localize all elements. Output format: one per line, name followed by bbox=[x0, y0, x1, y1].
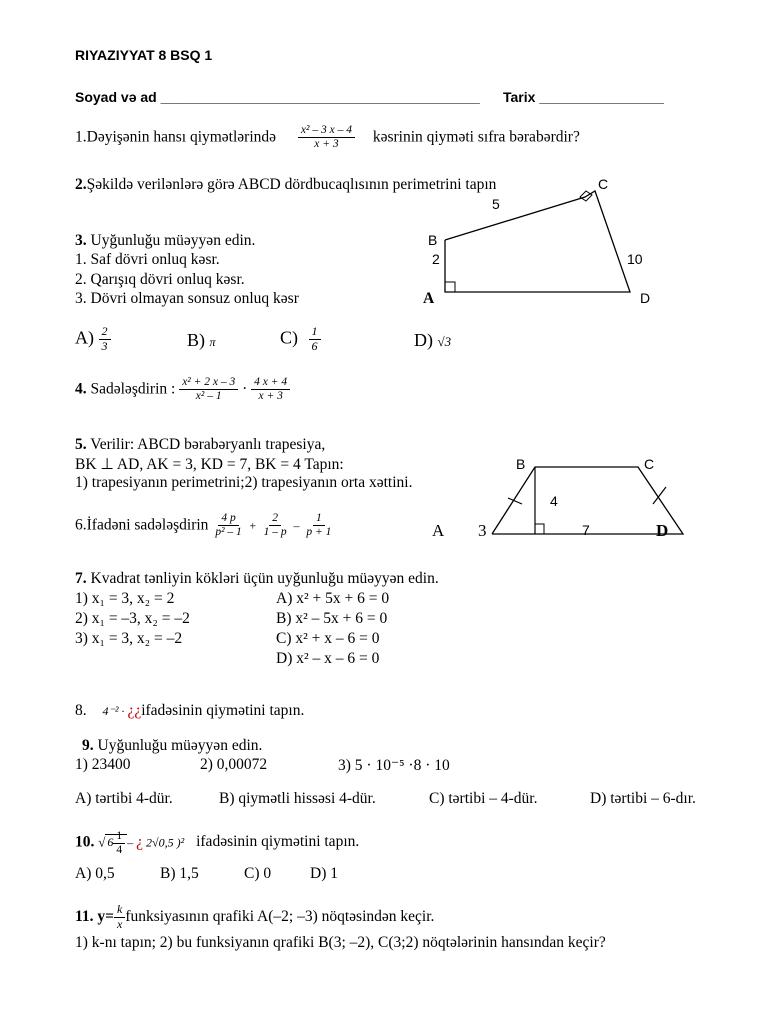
name-field[interactable] bbox=[75, 89, 480, 105]
q3-a-den: 3 bbox=[101, 338, 108, 353]
q5-line-1: Verilir: ABCD bərabəryanlı trapesiya, bbox=[90, 436, 326, 453]
q2-label-right: 10 bbox=[627, 251, 643, 267]
q3-a-num: 2 bbox=[99, 325, 111, 340]
q9-item-3: 3) 5 · 10⁻⁵ ·8 · 10 bbox=[338, 757, 450, 774]
q3-option-c[interactable] bbox=[280, 325, 321, 354]
q10-text: ifadəsinin qiymətini tapın. bbox=[196, 833, 360, 851]
q5-label-ak: 3 bbox=[478, 521, 487, 540]
question-9 bbox=[82, 737, 262, 755]
q10-sqrt-icon: √ bbox=[98, 834, 106, 850]
q4-f2-den: x + 3 bbox=[258, 390, 283, 403]
q3-item-2: 2. Qarışıq dövri onluq kəsr. bbox=[75, 271, 245, 288]
q9-text: Uyğunluğu müəyyən edin. bbox=[97, 737, 263, 754]
question-4 bbox=[75, 376, 290, 403]
q7-right-c: C) x² + x – 6 = 0 bbox=[276, 630, 380, 647]
q11-line-2: 1) k-nı tapın; 2) bu funksiyanın qrafiki B(3; –2), C(3;2) nöqtələrinin hansından keçir? bbox=[75, 934, 606, 951]
q7-left-3: 3) x₁ = 3, x₂ = –2 bbox=[75, 630, 183, 647]
q3-option-b-label: B) bbox=[187, 330, 205, 350]
q2-label-top: 5 bbox=[492, 196, 500, 212]
q4-number: 4. bbox=[75, 380, 87, 398]
q1-text: 1.Dəyişənin hansı qiymətlərində bbox=[75, 128, 277, 146]
q6-plus: + bbox=[248, 518, 257, 533]
q4-fraction-2 bbox=[251, 376, 290, 403]
q8-expression: 4⁻² · bbox=[102, 704, 128, 718]
q9-option-a[interactable]: A) tərtibi 4-dür. bbox=[75, 790, 173, 807]
q10-tail: 2√0,5 )² bbox=[143, 835, 185, 850]
question-6 bbox=[75, 512, 334, 539]
q4-fraction-1 bbox=[179, 376, 238, 403]
q5-label-c: C bbox=[644, 456, 655, 472]
q10-option-d[interactable]: D) 1 bbox=[310, 865, 338, 882]
q4-f1-num: x² + 2 x – 3 bbox=[179, 376, 238, 390]
q7-right-d: D) x² – x – 6 = 0 bbox=[276, 650, 380, 667]
q6-f2-num: 2 bbox=[269, 512, 281, 526]
q2-label-d: D bbox=[640, 290, 651, 306]
q10-option-b[interactable]: B) 1,5 bbox=[160, 865, 199, 882]
q4-text: Sadələşdirin : bbox=[90, 380, 176, 398]
q8-text: ifadəsinin qiymətini tapın. bbox=[141, 702, 305, 719]
q6-f1-den: p² – 1 bbox=[215, 526, 242, 539]
q6-f3-den: p + 1 bbox=[306, 526, 332, 539]
worksheet-title: RIYAZIYYAT 8 BSQ 1 bbox=[75, 47, 213, 63]
q1-fraction bbox=[298, 124, 355, 151]
question-3 bbox=[75, 232, 255, 250]
q3-item-1: 1. Saf dövri onluq kəsr. bbox=[75, 251, 220, 268]
q3-option-c-fraction bbox=[309, 325, 321, 354]
q3-c-den: 6 bbox=[311, 338, 318, 353]
q11-text: funksiyasının qrafiki A(–2; –3) nöqtəsindən keçir. bbox=[125, 907, 435, 925]
q3-option-a[interactable] bbox=[75, 325, 111, 354]
q8-number: 8. bbox=[75, 702, 87, 719]
q7-text: Kvadrat tənliyin kökləri üçün uyğunluğu müəyyən edin. bbox=[90, 570, 439, 587]
q10-glyph: ¿ bbox=[136, 833, 144, 851]
q3-option-d[interactable] bbox=[414, 330, 451, 351]
q5-line-2: BK ⊥ AD, AK = 3, KD = 7, BK = 4 Tapın: bbox=[75, 456, 344, 473]
q7-left-2: 2) x₁ = –3, x₂ = –2 bbox=[75, 610, 190, 627]
q6-fraction-3 bbox=[303, 512, 334, 539]
q9-number: 9. bbox=[82, 737, 94, 754]
q1-frac-numerator: x² – 3 x – 4 bbox=[298, 124, 355, 138]
q8-glyph: ¿¿ bbox=[127, 702, 142, 719]
q5-label-kd: 7 bbox=[582, 522, 590, 538]
q3-option-b[interactable] bbox=[187, 330, 216, 351]
q3-c-num: 1 bbox=[309, 325, 321, 340]
q11-num: k bbox=[114, 903, 125, 918]
q5-number: 5. bbox=[75, 436, 87, 453]
q4-f1-den: x² – 1 bbox=[195, 390, 222, 403]
q9-item-2: 2) 0,00072 bbox=[200, 756, 268, 773]
q2-label-left: 2 bbox=[432, 251, 440, 267]
q5-label-d: D bbox=[656, 521, 669, 540]
q9-option-c[interactable]: C) tərtibi – 4-dür. bbox=[429, 790, 538, 807]
q3-number: 3. bbox=[75, 232, 87, 249]
q7-right-b: B) x² – 5x + 6 = 0 bbox=[276, 610, 388, 627]
date-field[interactable] bbox=[503, 89, 664, 105]
q3-option-a-fraction bbox=[99, 325, 111, 354]
q7-number: 7. bbox=[75, 570, 87, 587]
question-11 bbox=[75, 903, 434, 932]
q6-fraction-1 bbox=[212, 512, 244, 539]
q6-f1-num: 4 p bbox=[218, 512, 238, 526]
q3-option-b-value: π bbox=[209, 335, 216, 349]
q11-den: x bbox=[116, 916, 123, 931]
q7-left-1: 1) x₁ = 3, x₂ = 2 bbox=[75, 590, 175, 607]
q3-option-d-label: D) bbox=[414, 330, 433, 350]
q3-option-c-label: C) bbox=[280, 327, 298, 348]
q6-f2-den: 1 – p bbox=[263, 526, 287, 539]
q10-fraction bbox=[113, 830, 125, 857]
q10-option-c[interactable]: C) 0 bbox=[244, 865, 272, 882]
question-7 bbox=[75, 570, 439, 588]
q11-number: 11. y= bbox=[75, 907, 114, 925]
q10-minus: – bbox=[127, 835, 137, 850]
q9-option-b[interactable]: B) qiymətli hissəsi 4-dür. bbox=[219, 790, 376, 807]
q1-text-after: kəsrinin qiyməti sıfra bərabərdir? bbox=[372, 128, 580, 146]
question-10 bbox=[75, 830, 359, 857]
date-line: ________________ bbox=[539, 89, 664, 105]
question-8 bbox=[75, 702, 304, 720]
q7-right-a: A) x² + 5x + 6 = 0 bbox=[276, 590, 390, 607]
name-label: Soyad və ad bbox=[75, 89, 157, 105]
q6-minus: – bbox=[293, 518, 300, 533]
name-line: _________________________________________ bbox=[160, 89, 480, 105]
q3-option-d-value: √3 bbox=[437, 334, 452, 349]
q4-dot: · bbox=[242, 380, 248, 398]
q5-label-height: 4 bbox=[550, 493, 558, 509]
q2-label-b: B bbox=[428, 232, 438, 248]
q3-item-3: 3. Dövri olmayan sonsuz onluq kəsr bbox=[75, 290, 299, 307]
q9-option-d[interactable]: D) tərtibi – 6-dır. bbox=[590, 790, 696, 807]
q3-option-a-label: A) bbox=[75, 327, 94, 348]
q2-label-a: A bbox=[423, 290, 435, 307]
q5-label-a: A bbox=[432, 521, 445, 540]
q11-fraction bbox=[114, 903, 125, 932]
q10-option-a[interactable]: A) 0,5 bbox=[75, 865, 115, 882]
q6-f3-num: 1 bbox=[313, 512, 325, 526]
q2-label-c: C bbox=[598, 176, 609, 192]
q1-frac-denominator: x + 3 bbox=[314, 138, 339, 151]
q10-whole: 6 bbox=[107, 835, 114, 850]
q10-radicand bbox=[105, 830, 127, 857]
q3-text: Uyğunluğu müəyyən edin. bbox=[90, 232, 256, 249]
q10-den: 4 bbox=[116, 844, 123, 857]
q2-text: Şəkildə verilənlərə görə ABCD dördbucaqlısının perimetrini tapın bbox=[86, 176, 497, 193]
q6-fraction-2 bbox=[261, 512, 290, 539]
q10-num: 1 bbox=[113, 830, 125, 844]
q2-number: 2. bbox=[75, 176, 87, 193]
q5-label-b: B bbox=[516, 456, 526, 472]
q5-line-3: 1) trapesiyanın perimetrini;2) trapesiyanın orta xəttini. bbox=[75, 474, 413, 491]
date-label: Tarix bbox=[503, 89, 536, 105]
q9-item-1: 1) 23400 bbox=[75, 756, 131, 773]
q6-text: 6.İfadəni sadələşdirin bbox=[75, 516, 209, 534]
q10-number: 10. bbox=[75, 833, 95, 851]
q4-f2-num: 4 x + 4 bbox=[251, 376, 290, 390]
question-5 bbox=[75, 436, 325, 454]
question-1 bbox=[75, 124, 580, 151]
